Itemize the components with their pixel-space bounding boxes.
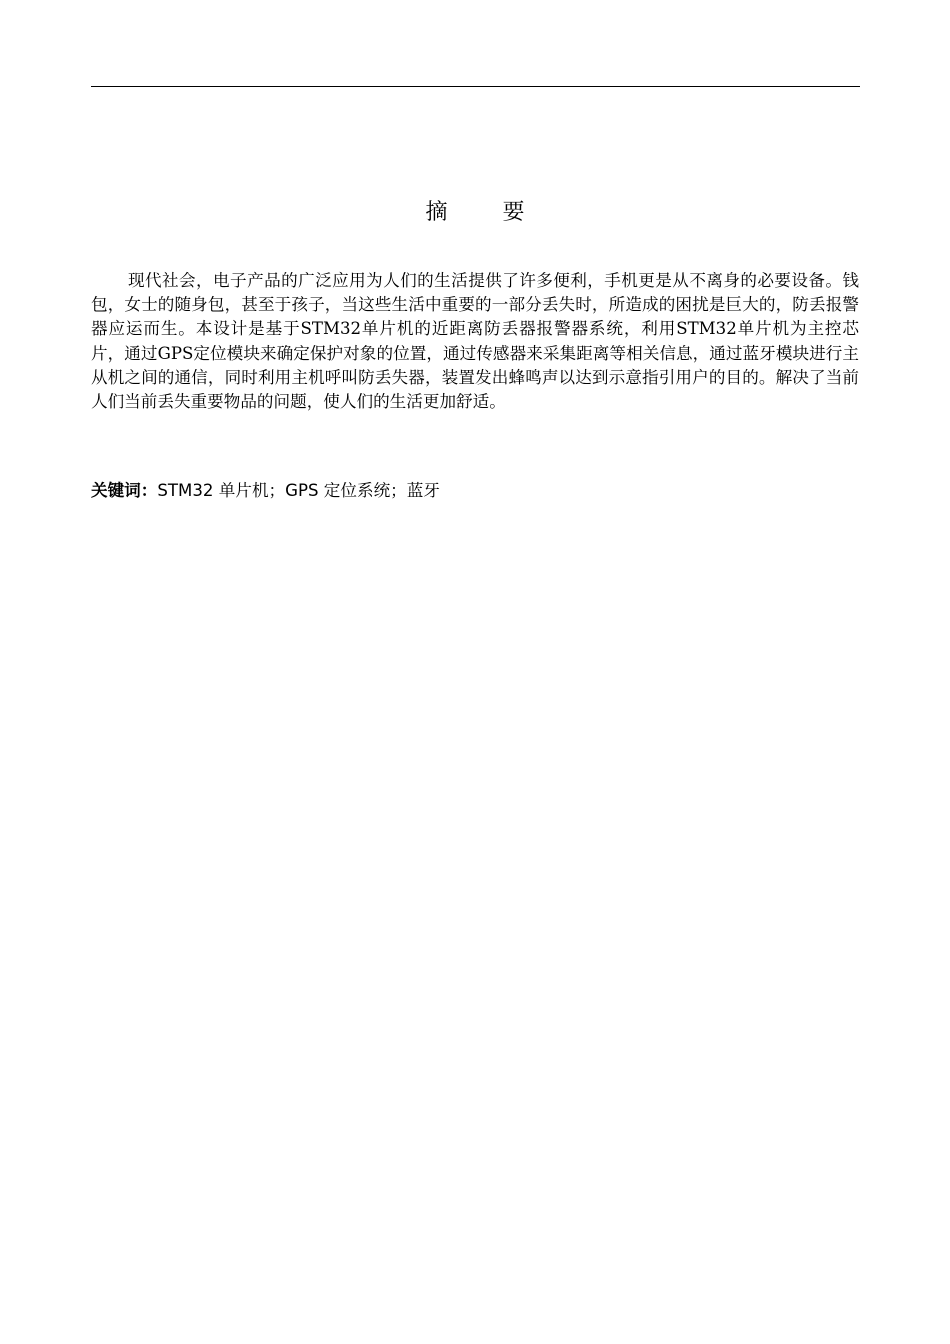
abstract-paragraph: 现代社会，电子产品的广泛应用为人们的生活提供了许多便利，手机更是从不离身的必要设备。钱包，女士的随身包，甚至于孩子，当这些生活中重要的一部分丢失时，所造成的困扰是巨大的，防丢报警器应运而生。本设计是基于STM32单片机的近距离防丢器报警器系统，利用STM32单片机为主控芯片，通过GPS定位模块来确定保护对象的位置，通过传感器来采集距离等相关信息，通过蓝牙模块进行主从机之间的通信，同时利用主机呼叫防丢失器，装置发出蜂鸣声以达到示意指引用户的目的。解决了当前人们当前丢失重要物品的问题，使人们的生活更加舒适。 (91, 271, 859, 412)
header-rule (91, 86, 860, 87)
keywords-label: 关键词： (91, 481, 158, 500)
keywords-text: STM32 单片机；GPS 定位系统；蓝牙 (157, 481, 440, 500)
page-title: 摘 要 (425, 200, 549, 225)
keywords-line (91, 479, 859, 503)
